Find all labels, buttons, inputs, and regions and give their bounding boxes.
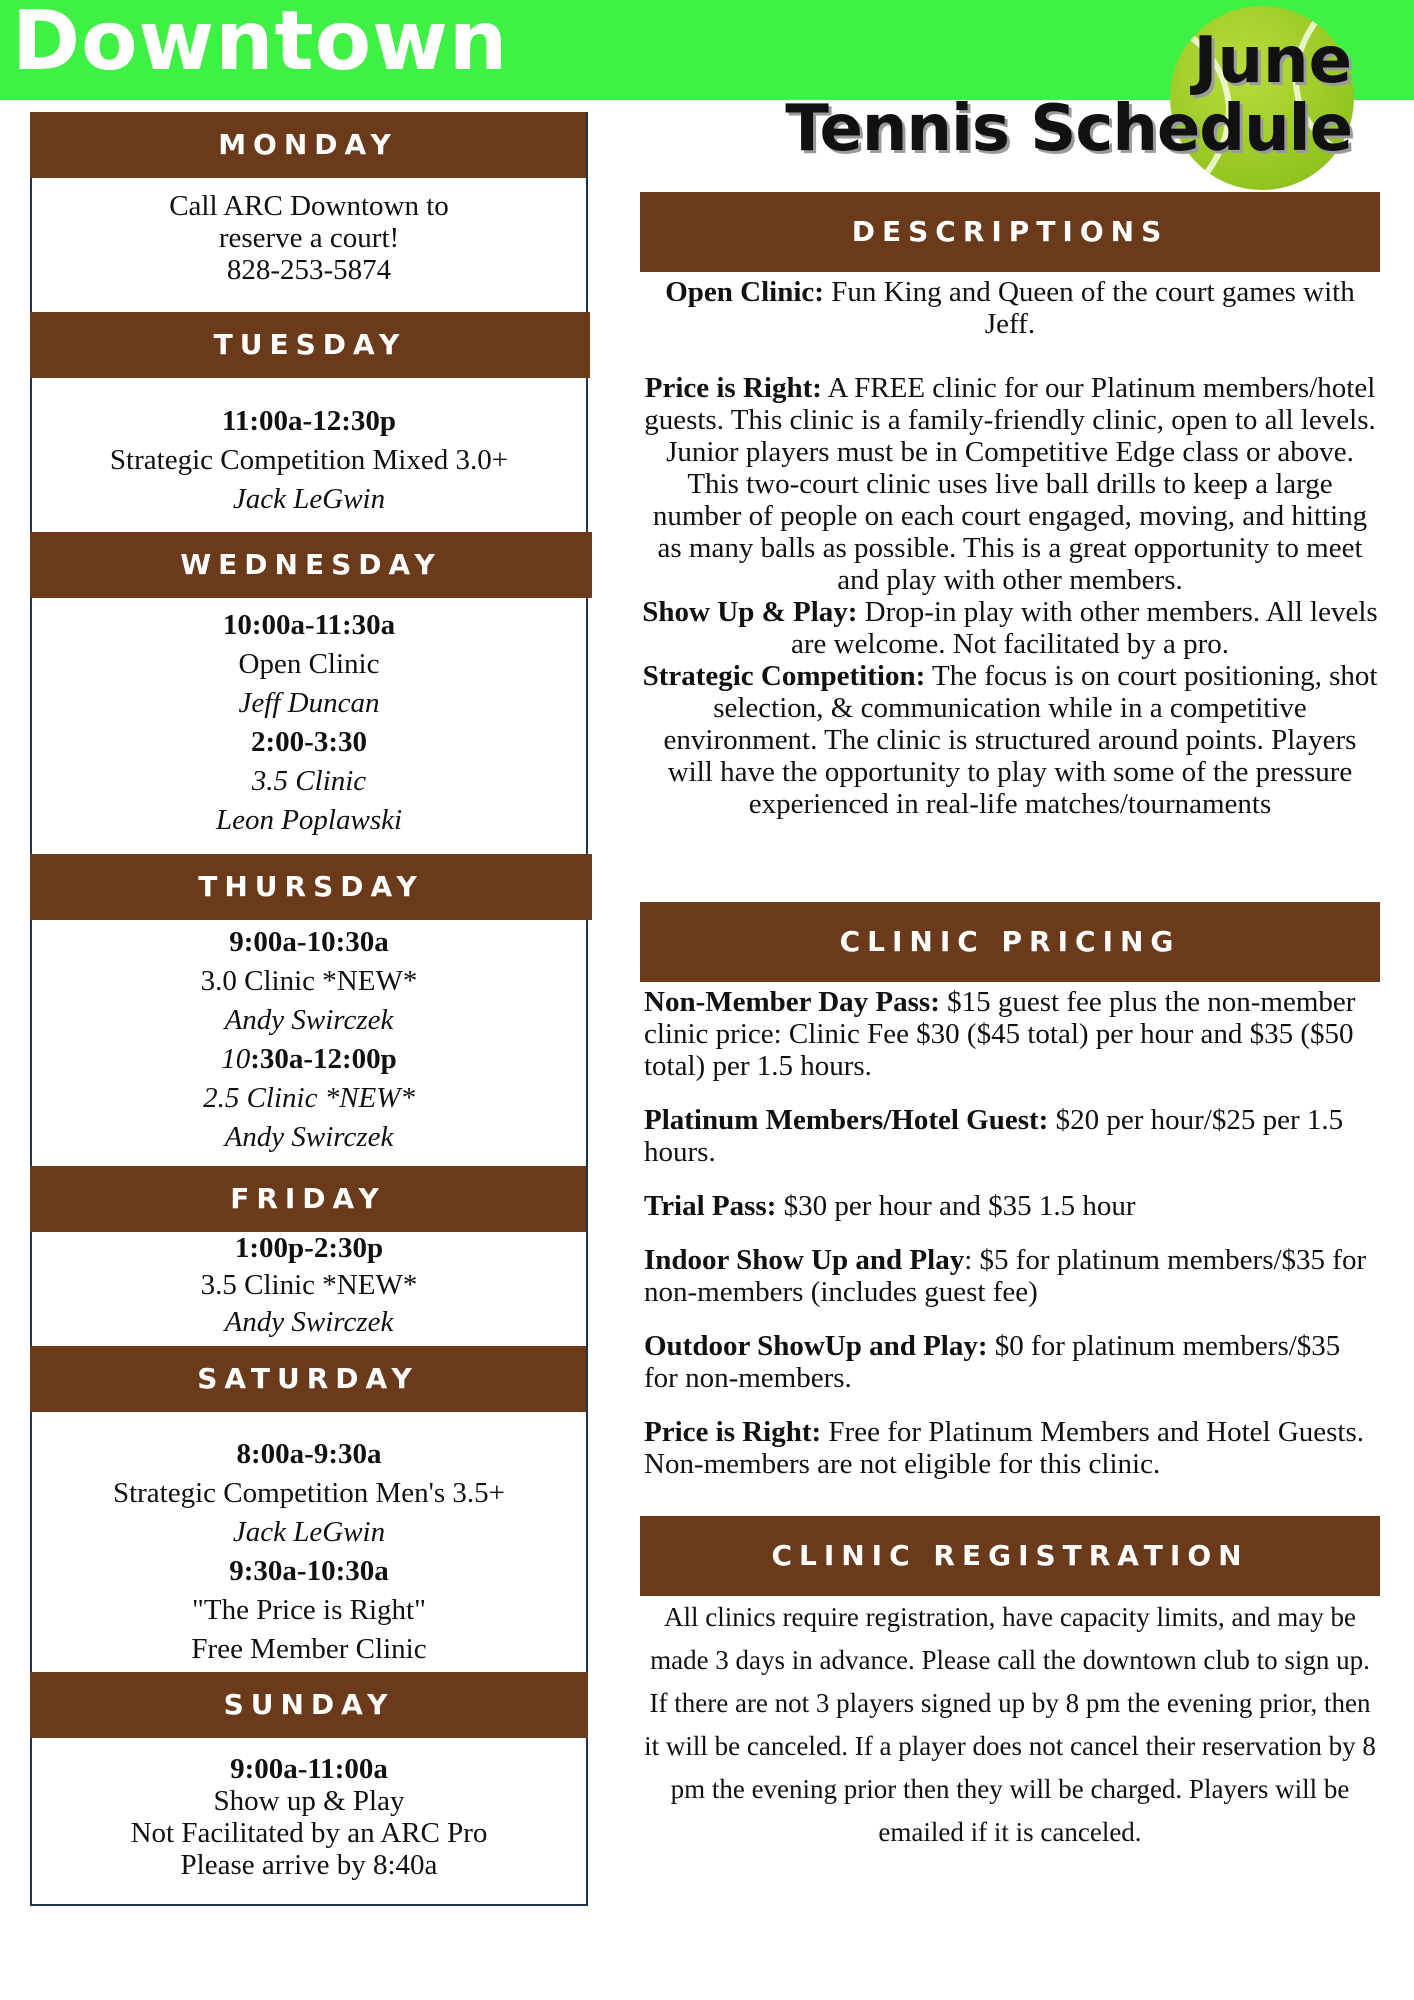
- pricing-item: [644, 1416, 1380, 1480]
- sunday-header: SUNDAY: [30, 1672, 588, 1738]
- description-text: The focus is on court positioning, shot selection, & communication while in a competitive environment. The clinic is structured around points. Players will have the opportunity to play with some of the pressure experienced in real-life matches/tournaments: [663, 660, 1378, 820]
- description-text: Drop-in play with other members. All levels are welcome. Not facilitated by a pro.: [790, 596, 1378, 660]
- session-clinic: 3.0 Clinic *NEW*: [200, 965, 418, 997]
- pricing-item: [644, 986, 1380, 1082]
- session-clinic: "The Price is Right": [192, 1594, 426, 1626]
- pricing-term: Outdoor ShowUp and Play:: [644, 1330, 988, 1362]
- monday-line: reserve a court!: [218, 222, 400, 254]
- session-clinic: Open Clinic: [238, 648, 380, 680]
- pricing-item: [644, 1190, 1380, 1222]
- session-clinic: Strategic Competition Men's 3.5+: [112, 1477, 506, 1509]
- description-term: Show Up & Play:: [642, 596, 858, 628]
- pricing-text: $20 per hour/$25 per 1.5 hours.: [644, 1104, 1344, 1168]
- session-time: 2:00-3:30: [251, 726, 367, 758]
- pricing-text: : $5 for platinum members/$35 for non-members (includes guest fee): [644, 1244, 1367, 1308]
- session-time-part: :30a-12:00p: [250, 1043, 397, 1075]
- session-time-part: 10: [221, 1043, 251, 1075]
- thursday-body: [32, 923, 586, 1157]
- session-clinic: 2.5 Clinic *NEW*: [203, 1082, 415, 1114]
- pricing-term: Non-Member Day Pass:: [644, 986, 940, 1018]
- descriptions-header: DESCRIPTIONS: [640, 192, 1380, 272]
- month-title: June: [1193, 24, 1352, 98]
- session-time: 10:00a-11:30a: [222, 609, 396, 641]
- sunday-line: Please arrive by 8:40a: [180, 1849, 438, 1881]
- description-price-is-right: [640, 372, 1380, 596]
- description-term: Open Clinic:: [665, 276, 824, 308]
- pricing-item: [644, 1104, 1380, 1168]
- clinic-registration-text: All clinics require registration, have capacity limits, and may be made 3 days in advance. Please call the downtown club to sign up. If there are not 3 players signed up by 8 pm the evening prior, then it will be canceled. If a player does not cancel their reservation by 8 pm the evening prior then they will be charged. Players will be emailed if it is canceled.: [644, 1602, 1376, 1847]
- session-clinic: 3.5 Clinic: [251, 765, 367, 797]
- session-clinic: 3.5 Clinic *NEW*: [200, 1269, 418, 1301]
- pricing-item: [644, 1244, 1380, 1308]
- friday-header: FRIDAY: [30, 1166, 586, 1232]
- session-time: 9:30a-10:30a: [229, 1555, 389, 1587]
- session-coach: Jack LeGwin: [232, 483, 386, 515]
- monday-body: [32, 190, 586, 286]
- session-coach: Andy Swirczek: [224, 1306, 394, 1338]
- pricing-text: Free for Platinum Members and Hotel Guests. Non-members are not eligible for this clinic.: [644, 1416, 1365, 1480]
- pricing-text: $15 guest fee plus the non-member clinic price: Clinic Fee $30 ($45 total) per hour and $35 ($50 total) per 1.5 hours.: [644, 986, 1356, 1082]
- clinic-registration-header: CLINIC REGISTRATION: [640, 1516, 1380, 1596]
- session-clinic: Strategic Competition Mixed 3.0+: [109, 444, 509, 476]
- pricing-term: Trial Pass:: [644, 1190, 777, 1222]
- session-time: 1:00p-2:30p: [234, 1232, 384, 1264]
- saturday-header: SATURDAY: [30, 1346, 586, 1412]
- session-time: 9:00a-10:30a: [229, 926, 389, 958]
- session-time: 9:00a-11:00a: [230, 1753, 388, 1785]
- session-coach: Andy Swirczek: [224, 1004, 394, 1036]
- description-text: A FREE clinic for our Platinum members/hotel guests. This clinic is a family-friendly clinic, open to all levels. Junior players must be in Competitive Edge class or above. This two-court clinic uses live ball drills to keep a large number of people on each court engaged, moving, and hitting as many balls as possible. This is a great opportunity to meet and play with other members.: [644, 372, 1376, 596]
- monday-line: Call ARC Downtown to: [169, 190, 449, 222]
- clinic-pricing-header: CLINIC PRICING: [640, 902, 1380, 982]
- description-text: Fun King and Queen of the court games with Jeff.: [823, 276, 1355, 340]
- sunday-line: Not Facilitated by an ARC Pro: [130, 1817, 488, 1849]
- clinic-pricing-list: [644, 986, 1380, 1502]
- pricing-term: Indoor Show Up and Play: [644, 1244, 965, 1276]
- sunday-line: Show up & Play: [213, 1785, 405, 1817]
- pricing-text: $30 per hour and $35 1.5 hour: [776, 1190, 1136, 1222]
- session-time: 8:00a-9:30a: [236, 1438, 382, 1470]
- description-strategic-competition: [640, 660, 1380, 820]
- saturday-body: [32, 1435, 586, 1669]
- monday-header: MONDAY: [30, 112, 586, 178]
- session-coach: Andy Swirczek: [224, 1121, 394, 1153]
- session-note: Free Member Clinic: [191, 1633, 427, 1665]
- pricing-term: Price is Right:: [644, 1416, 822, 1448]
- description-show-up-play: [640, 596, 1380, 660]
- friday-body: [32, 1230, 586, 1341]
- pricing-term: Platinum Members/Hotel Guest:: [644, 1104, 1049, 1136]
- schedule-title: Tennis Schedule: [785, 92, 1352, 166]
- session-time: [32, 1040, 586, 1079]
- session-coach: Jeff Duncan: [238, 687, 380, 719]
- session-coach: Jack LeGwin: [232, 1516, 386, 1548]
- session-time: 11:00a-12:30p: [222, 405, 396, 437]
- description-open-clinic: [640, 276, 1380, 340]
- descriptions-body: [640, 276, 1380, 820]
- pricing-text: $0 for platinum members/$35 for non-members.: [644, 1330, 1341, 1394]
- monday-phone: 828-253-5874: [226, 254, 392, 286]
- description-term: Price is Right:: [644, 372, 822, 404]
- description-term: Strategic Competition:: [642, 660, 926, 692]
- tuesday-header: TUESDAY: [30, 312, 590, 378]
- session-coach: Leon Poplawski: [215, 804, 403, 836]
- wednesday-body: [32, 606, 586, 840]
- sunday-body: [32, 1753, 586, 1881]
- wednesday-header: WEDNESDAY: [30, 532, 592, 598]
- thursday-header: THURSDAY: [30, 854, 592, 920]
- location-title: Downtown: [12, 0, 509, 89]
- pricing-item: [644, 1330, 1380, 1394]
- tuesday-body: [32, 402, 586, 519]
